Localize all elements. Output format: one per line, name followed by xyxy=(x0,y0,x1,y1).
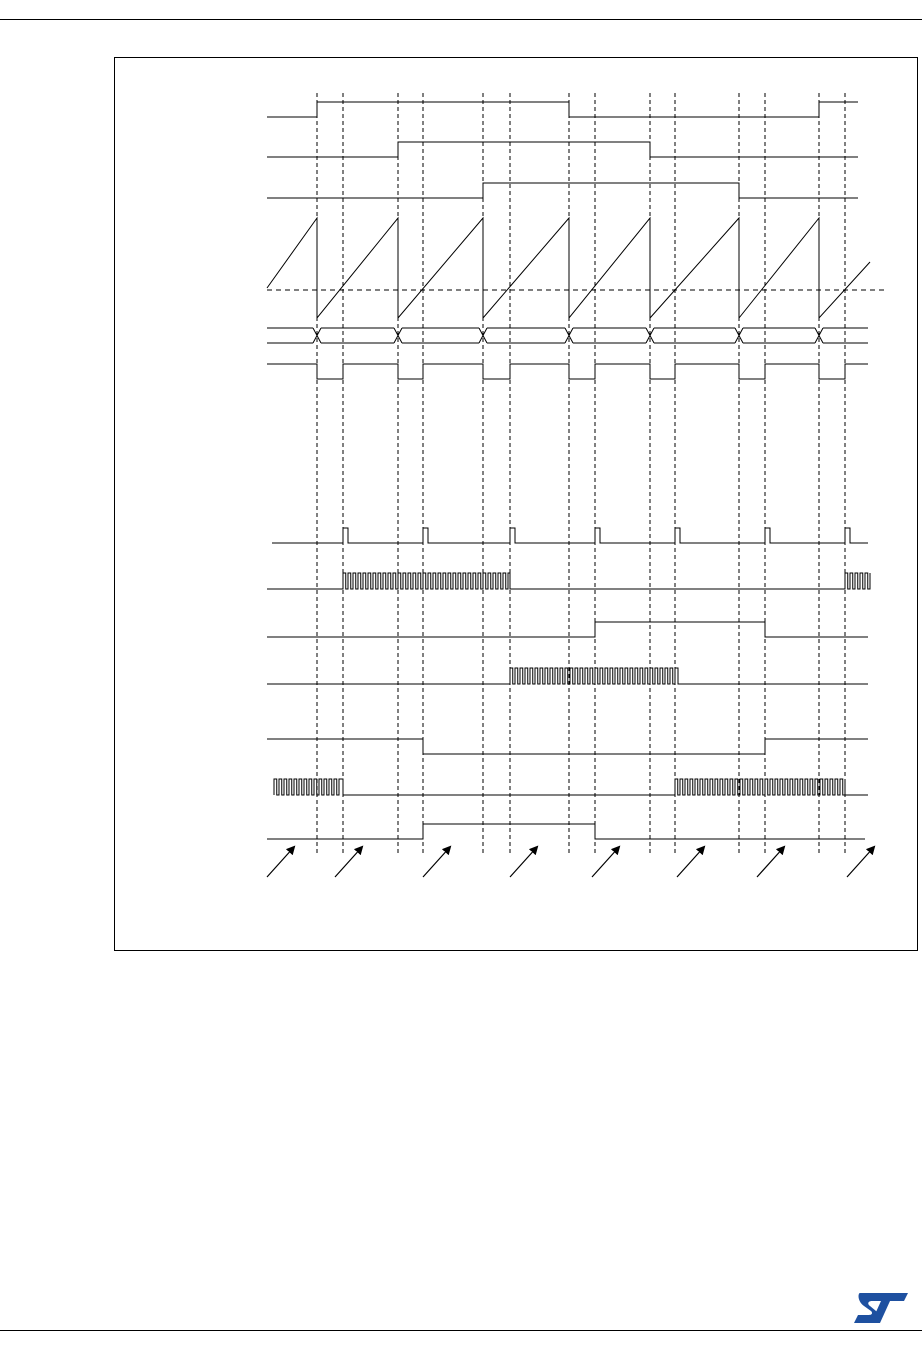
event-arrows xyxy=(267,847,874,877)
st-logo-icon xyxy=(852,1291,910,1325)
signal-trace-3 xyxy=(267,183,858,198)
arrow-up-right-icon xyxy=(592,847,619,877)
signal-trace-13 xyxy=(267,824,865,839)
signal-trace-10 xyxy=(267,668,868,684)
sawtooth-trace xyxy=(267,218,870,318)
time-guide-lines xyxy=(317,93,845,856)
signal-trace-12 xyxy=(274,779,868,795)
arrow-up-right-icon xyxy=(677,847,704,877)
arrow-up-right-icon xyxy=(757,847,784,877)
arrow-up-right-icon xyxy=(847,847,874,877)
arrow-up-right-icon xyxy=(267,847,294,877)
signal-trace-6 xyxy=(267,364,868,379)
signal-trace-11 xyxy=(267,739,868,754)
signal-trace-1 xyxy=(267,102,858,117)
signal-trace-7 xyxy=(272,528,868,543)
page-bottom-rule xyxy=(0,1330,922,1331)
arrow-up-right-icon xyxy=(510,847,537,877)
signal-traces xyxy=(267,102,886,839)
arrow-up-right-icon xyxy=(335,847,362,877)
signal-trace-9 xyxy=(267,622,868,637)
signal-trace-2 xyxy=(267,142,858,157)
arrow-up-right-icon xyxy=(423,847,450,877)
